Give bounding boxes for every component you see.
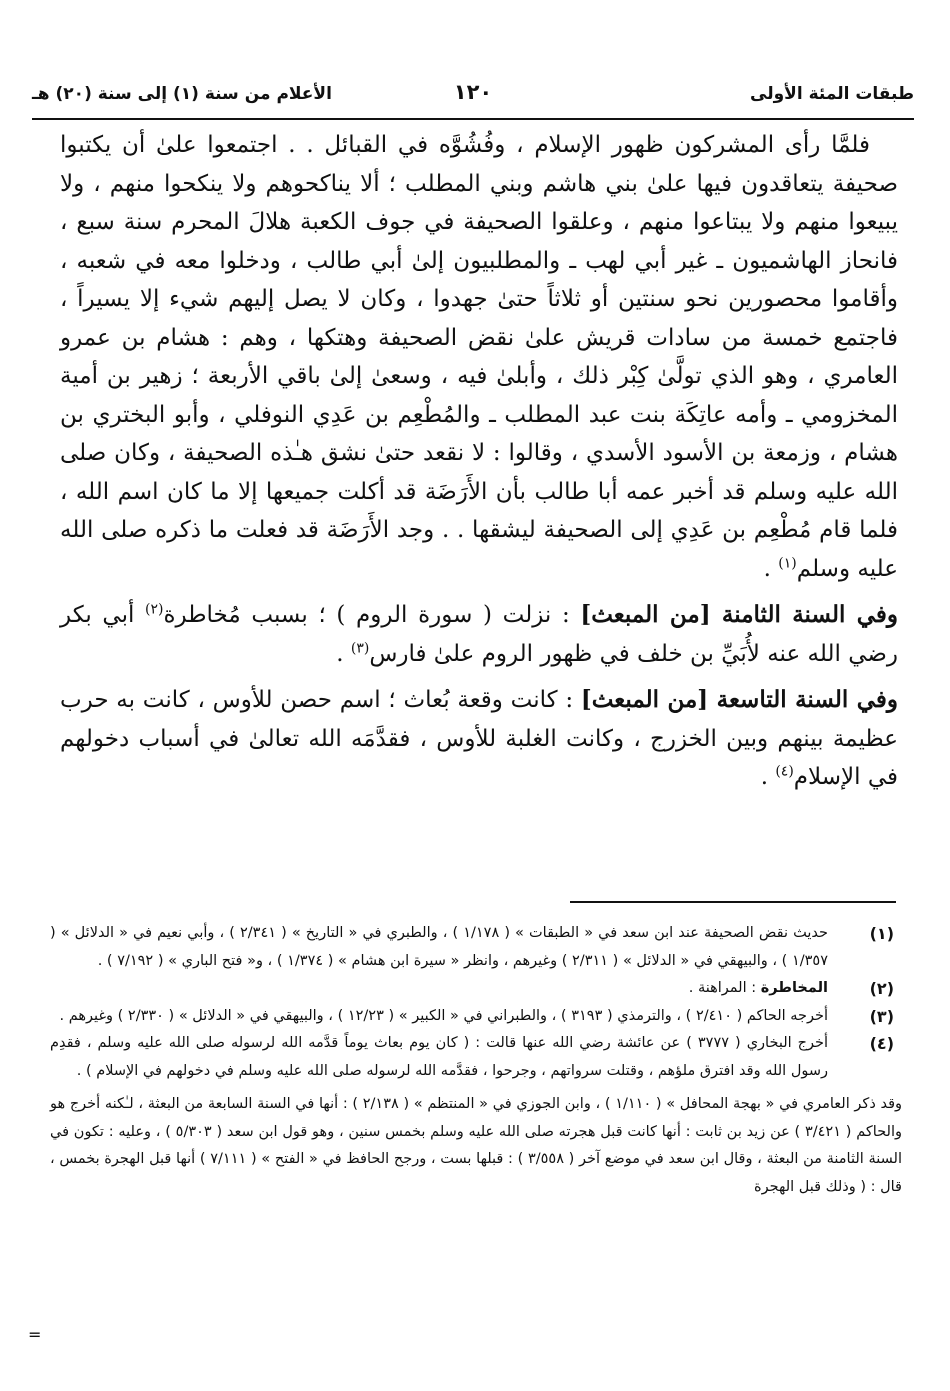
- footnotes: [50, 920, 902, 1201]
- paragraph-3: [60, 681, 898, 797]
- footnote-ref-2[interactable]: (٢): [145, 601, 164, 618]
- paragraph-2-text-b: أبي بكر رضي الله عنه لأُبَيِّ بن خلف في ظهور الروم علىٰ فارس: [60, 602, 898, 667]
- page-number: ١٢٠: [453, 80, 493, 104]
- section-title: الأعلام من سنة (١) إلى سنة (٢٠) هـ: [32, 84, 332, 104]
- footnote-1: [50, 920, 902, 975]
- paragraph-1-end: .: [763, 555, 779, 582]
- footnote-text: : المراهنة .: [688, 980, 761, 996]
- footnote-ref-4[interactable]: (٤): [775, 763, 794, 780]
- paragraph-3-end: .: [760, 764, 776, 790]
- footnote-3: [50, 1003, 902, 1031]
- book-title: طبقات المئة الأولى: [750, 84, 914, 104]
- paragraph-1: [60, 126, 898, 588]
- footnote-number: (١): [869, 924, 894, 943]
- footnote-ref-3[interactable]: (٣): [350, 639, 370, 656]
- paragraph-2-text-a: : نزلت ( سورة الروم ) ؛ بسبب مُخاطرة: [163, 602, 581, 628]
- running-header: [32, 80, 914, 116]
- continuation-mark: =: [28, 1325, 42, 1344]
- paragraph-1-text: فلمَّا رأى المشركون ظهور الإسلام ، وفُشُوَّه في القبائل . . اجتمعوا علىٰ أن يكتبوا صحيفة يتعاقدون فيها علىٰ بني هاشم وبني المطلب ؛ ألا يناكحوهم ولا ينكحوا منهم ، ولا يبيعوا منهم ولا يبتاعوا منهم ، وعلقوا الصحيفة في جوف الكعبة هلالَ المحرم سنة سبع ، فانحاز الهاشميون ـ غير أبي لهب ـ والمطلبيون إلىٰ أبي طالب ، ودخلوا معه في شعبه ، وأقاموا محصورين نحو سنتين أو ثلاثاً حتىٰ جهدوا ، وكان لا يصل إليهم شيء إلا يسيراً ، فاجتمع خمسة من سادات قريش علىٰ نقض الصحيفة وهتكها ، وهم : هشام بن عمرو العامري ، وهو الذي تولَّىٰ كِبْر ذلك ، وأبلىٰ فيه ، وسعىٰ إلىٰ باقي الأربعة ؛ زهير بن أمية المخزومي ـ وأمه عاتِكَة بنت عبد المطلب ـ والمُطْعِم بن عَدِي النوفلي ، وأبو البختري بن هشام ، وزمعة بن الأسود الأسدي ، وقالوا : لا نقعد حتىٰ نشق هـٰذه الصحيفة ، وكان صلى الله عليه وسلم قد أخبر عمه أبا طالب بأن الأَرَضَة قد أكلت جميعها إلا ما كان اسم الله ، فلما قام مُطْعِم بن عَدِي إلى الصحيفة ليشقها . . وجد الأَرَضَة قد فعلت ما ذكره صلى الله عليه وسلم: [60, 132, 898, 582]
- header-rule: [32, 118, 914, 120]
- footnote-number: (٢): [869, 979, 894, 998]
- footnote-number: (٣): [869, 1006, 894, 1026]
- footnote-label: المخاطرة: [760, 980, 828, 996]
- footnote-separator: [570, 901, 896, 903]
- footnote-2: [50, 975, 902, 1003]
- main-text: [60, 126, 898, 797]
- footnote-4: [50, 1030, 902, 1085]
- paragraph-3-text: : كانت وقعة بُعاث ؛ اسم حصن للأوس ، كانت به حرب عظيمة بينهم وبين الخزرج ، وكانت الغلبة للأوس ، فقدَّمَه الله تعالىٰ في أسباب دخولهم في الإسلام: [60, 687, 898, 790]
- footnote-number: (٤): [869, 1034, 894, 1053]
- paragraph-2: [60, 596, 898, 673]
- paragraph-2-lead: وفي السنة الثامنة [من المبعث]: [580, 601, 898, 628]
- footnote-continuation: وقد ذكر العامري في « بهجة المحافل » ( ١/١١٠ ) ، وابن الجوزي في « المنتظم » ( ٢/١٣٨ ) : أنها في السنة السابعة من البعثة ، لـٰكنه أخرج هو والحاكم ( ٣/٤٢١ ) عن زيد بن ثابت : أنها كانت قبل هجرته صلى الله عليه وسلم بخمس سنين ، وهو قول ابن سعد ( ٥/٣٠٣ ) ، وعليه : تكون في السنة الثامنة من البعثة ، وقال ابن سعد في موضع آخر ( ٣/٥٥٨ ) : قبلها بست ، ورجح الحافظ في « الفتح » ( ٧/١١١ ) أنها قبل الهجرة بخمس ، قال : ( وذلك قبل الهجرة: [50, 1096, 903, 1195]
- footnote-text: أخرجه الحاكم ( ٢/٤١٠ ) ، والترمذي ( ٣١٩٣ ) ، والطبراني في « الكبير » ( ١٢/٢٣ ) ، والبيهقي في « الدلائل » ( ٢/٣٣٠ ) وغيرهم .: [59, 1007, 828, 1024]
- footnote-text: أخرج البخاري ( ٣٧٧٧ ) عن عائشة رضي الله عنها قالت : ( كان يوم بعاث يوماً قدَّمه الله لرسوله صلى الله عليه وسلم ، فقدِم رسول الله وقد افترق ملؤهم ، وقتلت سرواتهم ، وجرحوا ، فقدَّمه الله لرسوله صلى الله عليه وسلم في دخولهم في الإسلام ) .: [50, 1035, 828, 1079]
- paragraph-3-lead: وفي السنة التاسعة [من المبعث]: [580, 686, 898, 713]
- paragraph-2-end: .: [336, 640, 351, 667]
- footnote-text: حديث نقض الصحيفة عند ابن سعد في « الطبقات » ( ١/١٧٨ ) ، والطبري في « التاريخ » ( ٢/٣٤١ ) ، وأبي نعيم في « الدلائل » ( ١/٣٥٧ ) ، والبيهقي في « الدلائل » ( ٢/٣١١ ) وغيرهم ، وانظر « سيرة ابن هشام » ( ١/٣٧٤ ) ، و« فتح الباري » ( ٧/١٩٢ ) .: [50, 925, 828, 969]
- footnote-ref-1[interactable]: (١): [778, 554, 797, 571]
